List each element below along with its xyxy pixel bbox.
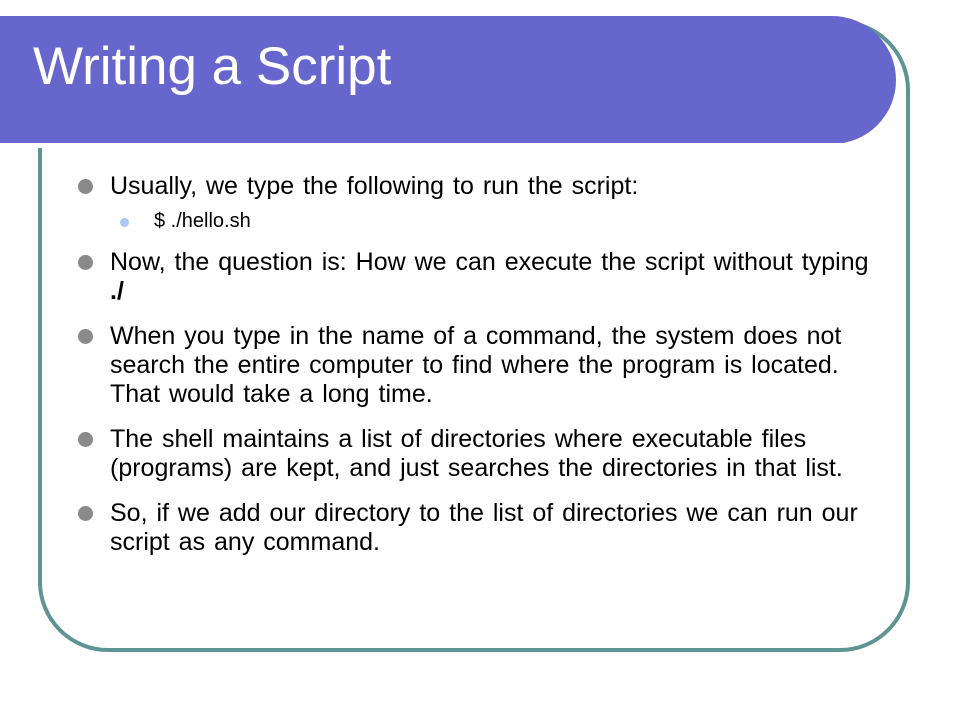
bullet-text: When you type in the name of a command, the system does not search the entire computer to find where the program is located. That would take a long time. [110, 322, 842, 408]
title-underline [0, 143, 848, 148]
bullet-item [78, 248, 888, 306]
slide-title: Writing a Script [33, 37, 392, 96]
bullet-text: Now, the question is: How we can execute the script without typing [110, 248, 869, 276]
bullet-text: So, if we add our directory to the list of directories we can run our script as any command. [110, 499, 858, 556]
bullet-text: Usually, we type the following to run the script: [110, 172, 639, 200]
bullet-item [78, 499, 888, 557]
bullet-text: The shell maintains a list of directories where executable files (programs) are kept, and just searches the directories in that list. [110, 425, 843, 482]
slide-content [78, 172, 888, 573]
bullet-dot-icon [78, 506, 93, 521]
bullet-dot-icon [78, 179, 93, 194]
bullet-dot-icon [78, 329, 93, 344]
bullet-dot-icon [78, 255, 93, 270]
sub-bullet-item [120, 209, 888, 233]
sub-bullet-dot-icon [120, 218, 129, 227]
bullet-dot-icon [78, 432, 93, 447]
bullet-emphasis: ./ [110, 277, 124, 305]
bullet-item [78, 425, 888, 483]
sub-bullet-text: $ ./hello.sh [154, 210, 251, 232]
bullet-item [78, 322, 888, 409]
bullet-item [78, 172, 888, 201]
